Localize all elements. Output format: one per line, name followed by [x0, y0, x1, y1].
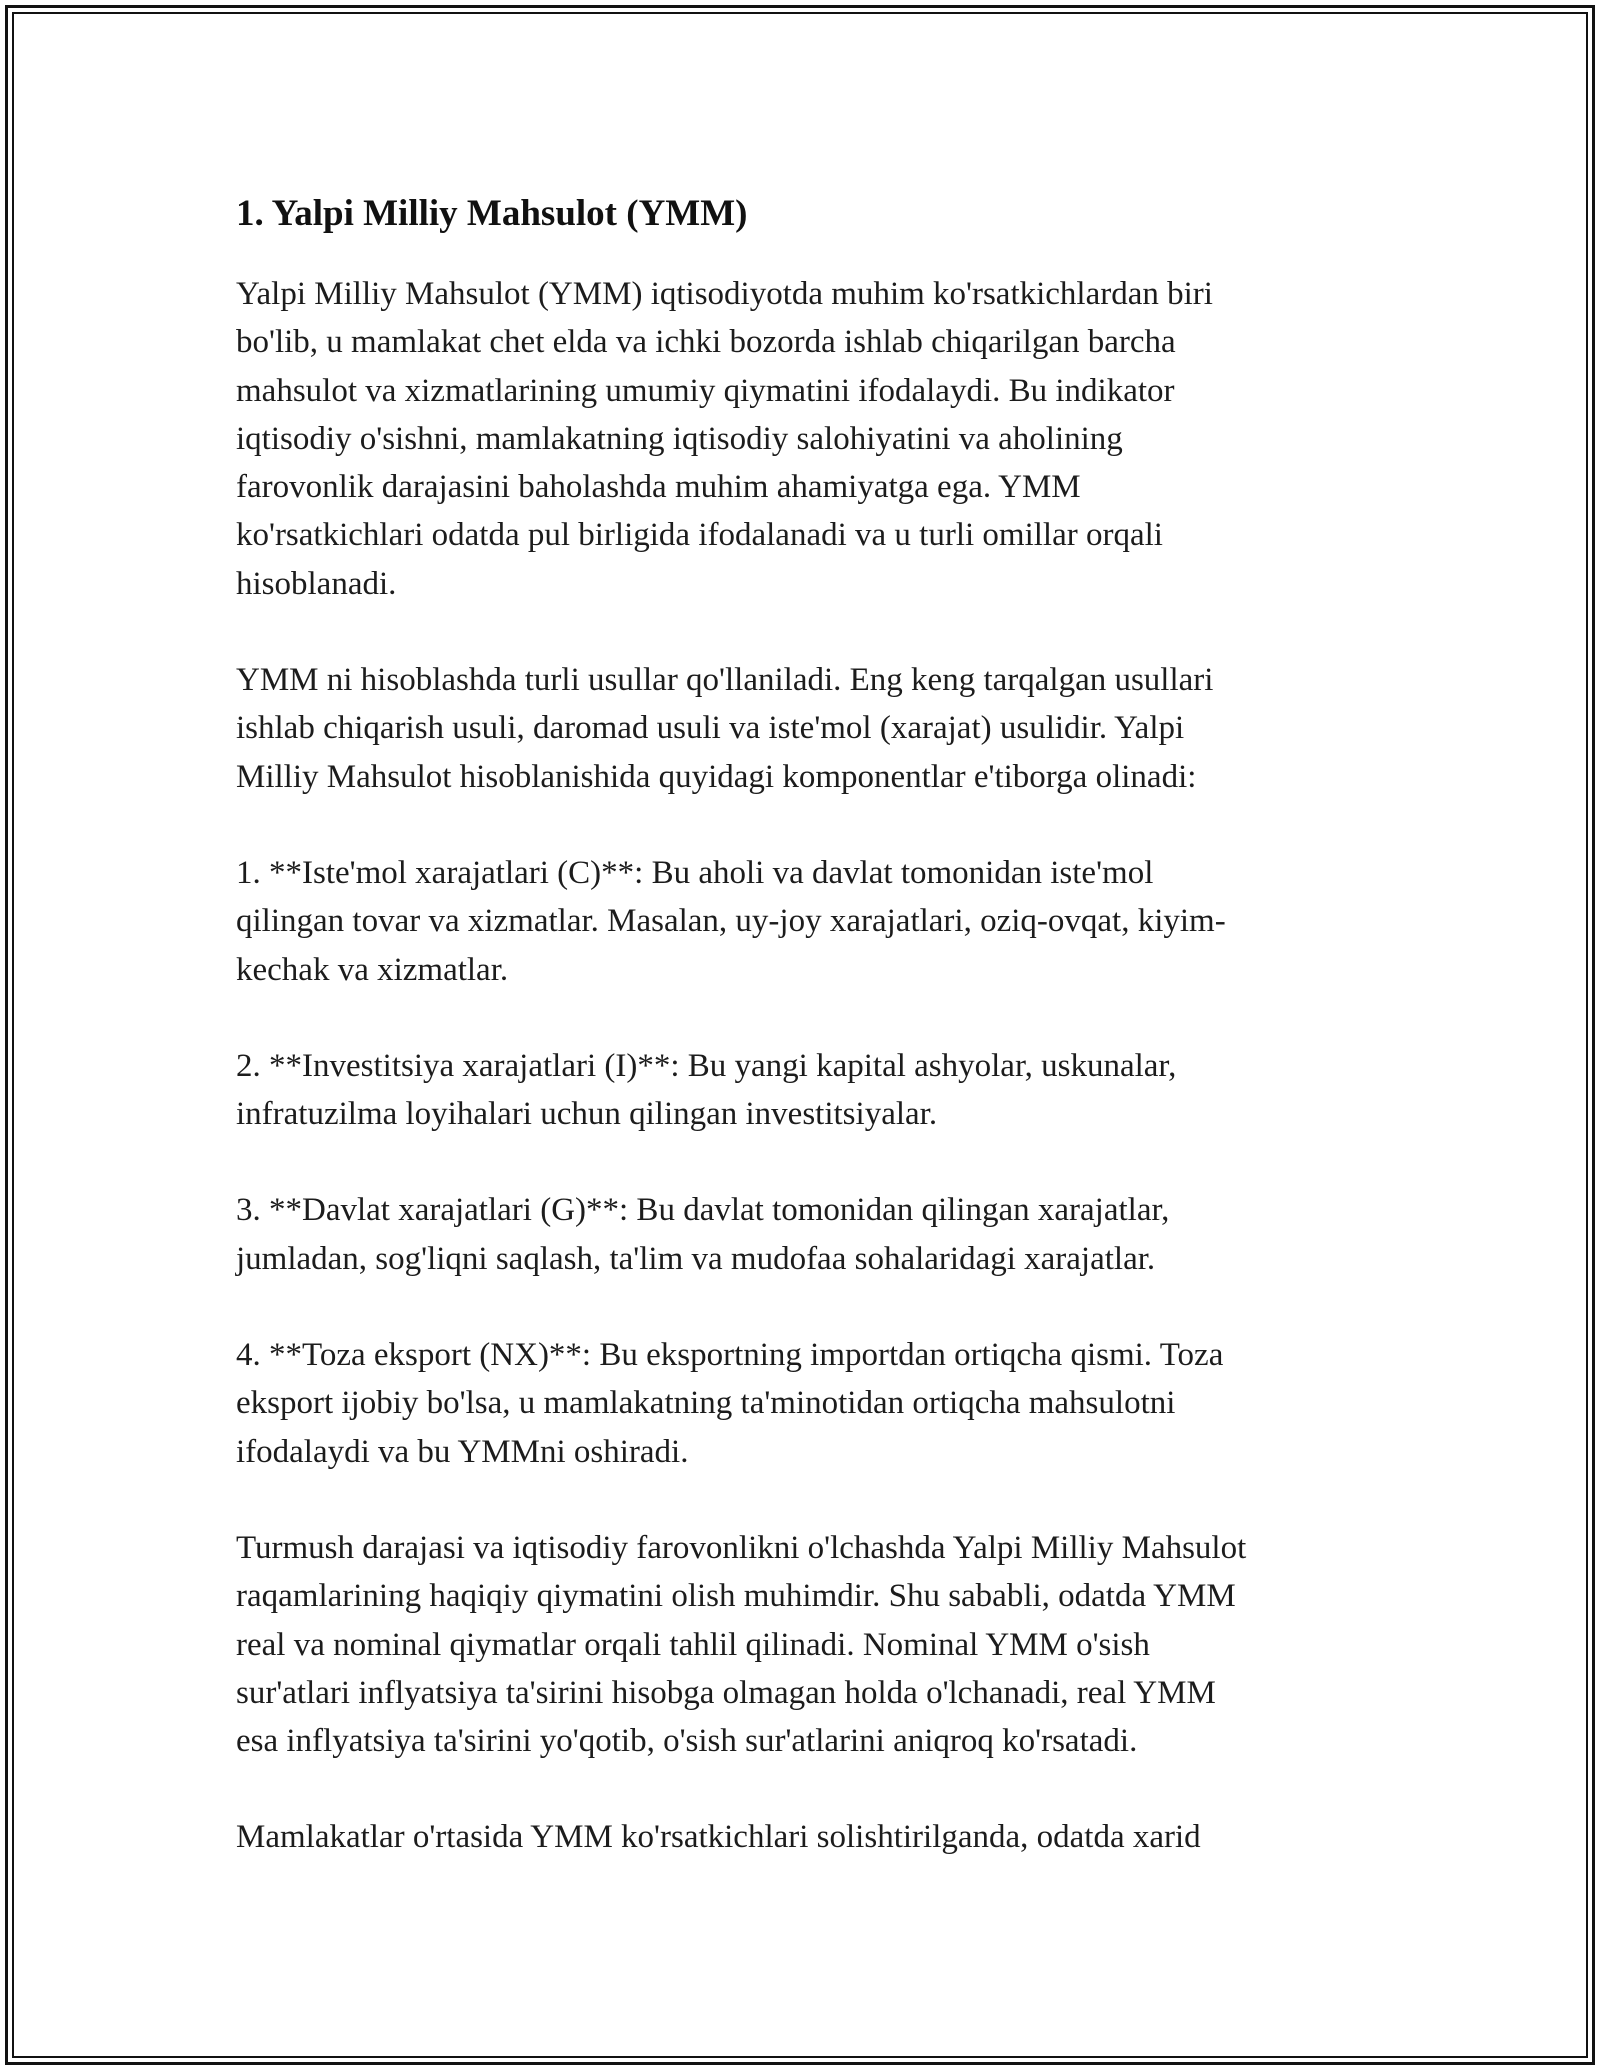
section-heading: 1. Yalpi Milliy Mahsulot (YMM) — [236, 193, 748, 234]
list-item-government: 3. **Davlat xarajatlari (G)**: Bu davlat tomonidan qilingan xarajatlar, jumladan, sog'liqni saqlash, ta'lim va mudofaa sohalaridagi xarajatlar. — [236, 1192, 1170, 1277]
paragraph-intro: Yalpi Milliy Mahsulot (YMM) iqtisodiyotda muhim ko'rsatkichlardan biri bo'lib, u mamlakat chet elda va ichki bozorda ishlab chiqarilgan barcha mahsulot va xizmatlarining umumiy qiymatini ifodalaydi. Bu indikator iqtisodiy o'sishni, mamlakatning iqtisodiy salohiyatini va aholining farovonlik darajasini baholashda muhim ahamiyatga ega. YMM ko'rsatkichlari odatda pul birligida ifodalanadi va u turli omillar orqali hisoblanadi. — [236, 276, 1213, 602]
list-item-consumption: 1. **Iste'mol xarajatlari (C)**: Bu aholi va davlat tomonidan iste'mol qilingan tovar va xizmatlar. Masalan, uy-joy xarajatlari, oziq-ovqat, kiyim- kechak va xizmatlar. — [236, 854, 1226, 988]
list-item-net-export: 4. **Toza eksport (NX)**: Bu eksportning importdan ortiqcha qismi. Toza eksport ijobiy bo'lsa, u mamlakatning ta'minotidan ortiqcha mahsulotni ifodalaydi va bu YMMni oshiradi. — [236, 1337, 1224, 1470]
paragraph-comparison: Mamlakatlar o'rtasida YMM ko'rsatkichlari solishtirilganda, odatda xarid — [236, 1819, 1201, 1856]
paragraph-real-nominal: Turmush darajasi va iqtisodiy farovonlikni o'lchashda Yalpi Milliy Mahsulot raqamlarining haqiqiy qiymatini olish muhimdir. Shu sababli, odatda YMM real va nominal qiymatlar orqali tahlil qilinadi. Nominal YMM o'sish sur'atlari inflyatsiya ta'sirini hisobga olmagan holda o'lchanadi, real YMM esa inflyatsiya ta'sirini yo'qotib, o'sish sur'atlarini aniqroq ko'rsatadi. — [236, 1529, 1247, 1760]
paragraph-methods: YMM ni hisoblashda turli usullar qo'llaniladi. Eng keng tarqalgan usullari ishlab chiqarish usuli, daromad usuli va iste'mol (xarajat) usulidir. Yalpi Milliy Mahsulot hisoblanishida quyidagi komponentlar e'tiborga olinadi: — [236, 662, 1214, 795]
list-item-investment: 2. **Investitsiya xarajatlari (I)**: Bu yangi kapital ashyolar, uskunalar, infratuzilma loyihalari uchun qilingan investitsiyalar. — [236, 1047, 1177, 1133]
document-body — [236, 186, 1396, 1910]
